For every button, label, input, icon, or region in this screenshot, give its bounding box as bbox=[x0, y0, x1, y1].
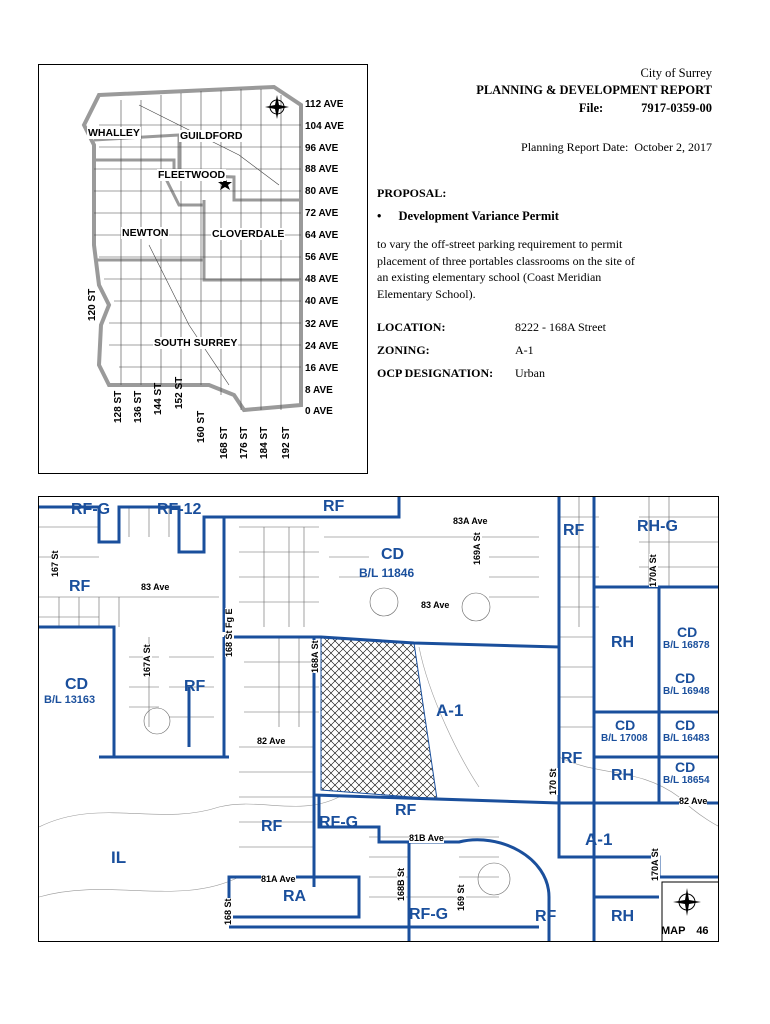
street-label: 170A St bbox=[650, 848, 660, 881]
zone-label: IL bbox=[111, 848, 127, 867]
zone-label: B/L 11846 bbox=[359, 566, 415, 580]
report-date-row bbox=[521, 140, 712, 155]
avenue-label: 16 AVE bbox=[305, 363, 339, 374]
area-label: GUILDFORD bbox=[180, 130, 243, 142]
street-label: 81B Ave bbox=[409, 833, 444, 843]
zone-label: RF-G bbox=[71, 501, 111, 518]
zone-label: RH bbox=[611, 767, 635, 784]
zone-label: RF bbox=[535, 908, 557, 925]
zone-label: B/L 13163 bbox=[44, 694, 96, 706]
street-label: 82 Ave bbox=[257, 736, 286, 746]
proposal-heading: PROPOSAL: bbox=[377, 186, 447, 200]
file-number: 7917-0359-00 bbox=[641, 101, 712, 115]
street-label: 136 ST bbox=[133, 390, 144, 423]
map-id bbox=[661, 925, 709, 937]
zone-label: CD bbox=[675, 759, 696, 775]
avenue-label: 32 AVE bbox=[305, 319, 339, 330]
location-value: 8222 - 168A Street bbox=[515, 320, 606, 334]
avenue-label: 64 AVE bbox=[305, 230, 339, 241]
zone-label: RH bbox=[611, 634, 635, 651]
location-label: LOCATION: bbox=[377, 320, 446, 334]
zone-label: CD bbox=[677, 624, 698, 640]
street-label: 82 Ave bbox=[679, 796, 708, 806]
street-label: 83A Ave bbox=[453, 516, 488, 526]
zone-label: RH-G bbox=[637, 518, 678, 535]
ocp-label: OCP DESIGNATION: bbox=[377, 366, 494, 380]
description-line: to vary the off-street parking requirement to permit bbox=[377, 237, 623, 251]
street-label: 83 Ave bbox=[421, 600, 450, 610]
zone-label: B/L 16878 bbox=[663, 640, 710, 651]
street-label: 168 St bbox=[223, 898, 233, 925]
street-label: 81A Ave bbox=[261, 874, 296, 884]
street-label: 152 ST bbox=[174, 376, 185, 409]
street-label: 144 ST bbox=[153, 382, 164, 415]
zoning-value: A-1 bbox=[515, 343, 534, 357]
zone-label: RF bbox=[184, 678, 206, 695]
area-label: FLEETWOOD bbox=[158, 169, 226, 181]
zone-label: RF bbox=[69, 578, 91, 595]
avenue-label: 0 AVE bbox=[305, 406, 333, 417]
street-label: 169A St bbox=[472, 532, 482, 565]
key-map bbox=[38, 64, 368, 474]
zone-label: RF bbox=[323, 498, 345, 515]
area-label: SOUTH SURREY bbox=[154, 337, 238, 349]
street-label: 83 Ave bbox=[141, 582, 170, 592]
zone-label: RF-12 bbox=[157, 501, 202, 518]
description-line: an existing elementary school (Coast Meridian bbox=[377, 270, 602, 284]
avenue-label: 40 AVE bbox=[305, 296, 339, 307]
zone-label: RF-G bbox=[409, 906, 449, 923]
street-label: 170 St bbox=[548, 768, 558, 795]
file-row bbox=[579, 101, 712, 116]
zone-label: RF-G bbox=[319, 814, 359, 831]
map-label: MAP bbox=[661, 925, 686, 937]
street-label: 168A St bbox=[310, 640, 320, 673]
street-label: 176 ST bbox=[239, 426, 250, 459]
zone-label: B/L 17008 bbox=[601, 733, 648, 744]
zone-label: CD bbox=[65, 676, 89, 693]
street-label: 128 ST bbox=[113, 390, 124, 423]
street-label: 184 ST bbox=[259, 426, 270, 459]
avenue-label: 72 AVE bbox=[305, 208, 339, 219]
zone-label: B/L 18654 bbox=[663, 775, 710, 786]
zone-label: CD bbox=[675, 717, 696, 733]
street-label: 120 ST bbox=[87, 288, 98, 321]
area-label: WHALLEY bbox=[88, 127, 140, 139]
proposal-bullet-text: Development Variance Permit bbox=[398, 209, 559, 223]
zone-label: RH bbox=[611, 908, 635, 925]
zone-label: CD bbox=[675, 670, 696, 686]
zone-label: A-1 bbox=[436, 701, 464, 720]
street-label: 167 St bbox=[50, 550, 60, 577]
zoning-label: ZONING: bbox=[377, 343, 430, 357]
avenue-label: 24 AVE bbox=[305, 341, 339, 352]
file-label: File: bbox=[578, 101, 604, 115]
avenue-label: 56 AVE bbox=[305, 252, 339, 263]
zone-label: CD bbox=[615, 717, 636, 733]
bullet-icon: • bbox=[377, 209, 382, 223]
proposal-description bbox=[377, 236, 635, 302]
avenue-label: 88 AVE bbox=[305, 164, 339, 175]
zone-label: RF bbox=[563, 522, 585, 539]
zone-label: A-1 bbox=[585, 830, 613, 849]
avenue-label: 80 AVE bbox=[305, 186, 339, 197]
area-label: NEWTON bbox=[122, 227, 169, 239]
avenue-label: 112 AVE bbox=[305, 99, 344, 110]
org-name: City of Surrey bbox=[640, 66, 712, 80]
street-label: 160 ST bbox=[196, 410, 207, 443]
zone-label: RA bbox=[283, 888, 307, 905]
map-number: 46 bbox=[696, 925, 709, 937]
street-label: 170A St bbox=[648, 554, 658, 587]
ocp-value: Urban bbox=[515, 366, 545, 380]
street-label: 168 St Fg E bbox=[224, 608, 234, 657]
street-label: 167A St bbox=[142, 644, 152, 677]
avenue-label: 48 AVE bbox=[305, 274, 339, 285]
zone-label: RF bbox=[261, 818, 283, 835]
compass-icon bbox=[265, 95, 289, 119]
description-line: Elementary School). bbox=[377, 286, 476, 301]
report-date-label: Planning Report Date: bbox=[521, 140, 629, 154]
street-label: 168 ST bbox=[219, 426, 230, 459]
avenue-label: 96 AVE bbox=[305, 143, 339, 154]
avenue-label: 8 AVE bbox=[305, 385, 333, 396]
street-label: 192 ST bbox=[281, 426, 292, 459]
zone-label: CD bbox=[381, 546, 405, 563]
proposal-bullet bbox=[377, 209, 559, 224]
street-label: 169 St bbox=[456, 884, 466, 911]
zone-label: B/L 16948 bbox=[663, 686, 710, 697]
report-date: October 2, 2017 bbox=[634, 140, 712, 154]
report-title: PLANNING & DEVELOPMENT REPORT bbox=[476, 83, 712, 97]
zone-label: RF bbox=[395, 802, 417, 819]
zoning-map bbox=[38, 496, 719, 942]
avenue-label: 104 AVE bbox=[305, 121, 344, 132]
area-label: CLOVERDALE bbox=[212, 228, 285, 240]
description-line: placement of three portables classrooms on the site of bbox=[377, 253, 635, 268]
zone-label: RF bbox=[561, 750, 583, 767]
street-label: 168B St bbox=[396, 867, 406, 901]
zone-label: B/L 16483 bbox=[663, 733, 710, 744]
